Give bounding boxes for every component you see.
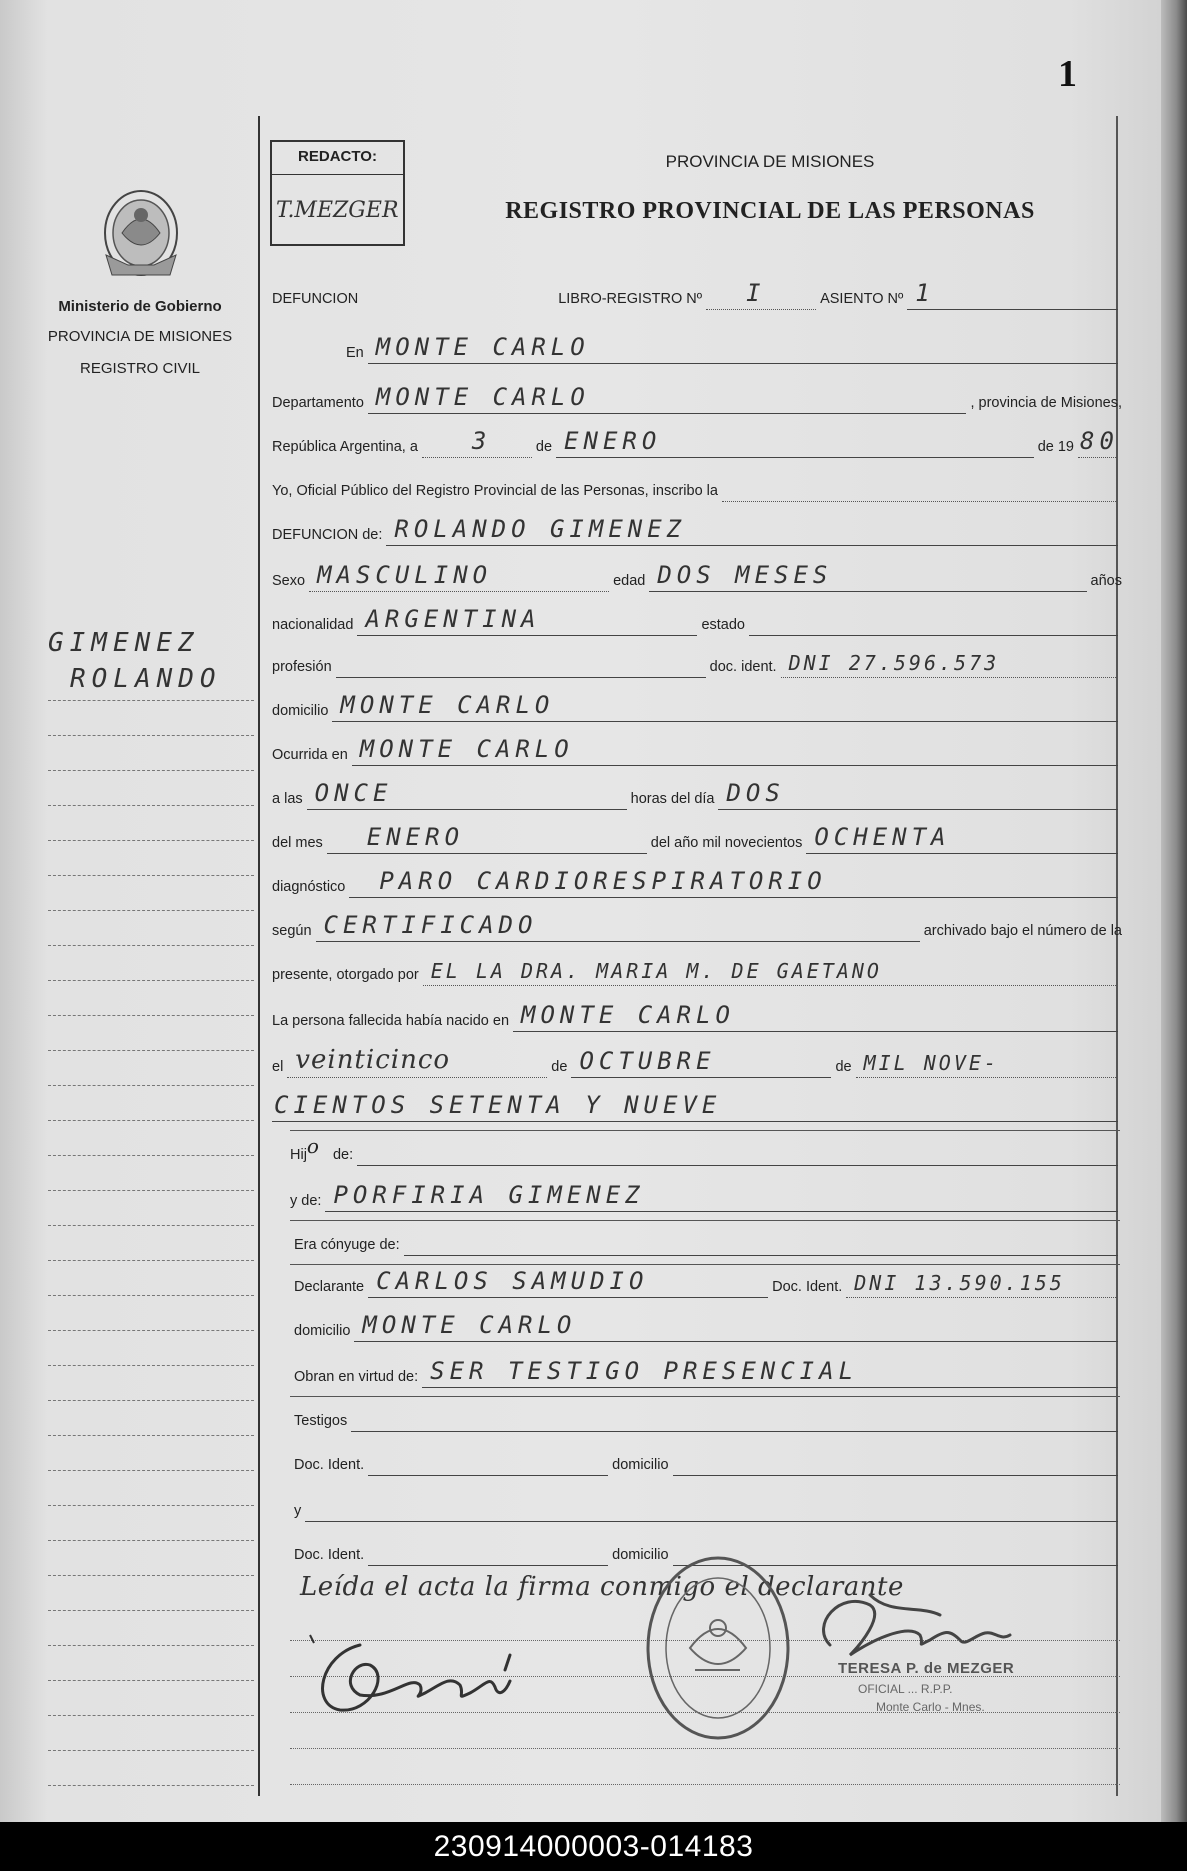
- nacido-row: [272, 1000, 1122, 1032]
- nacido-value: MONTE CARLO: [521, 1001, 735, 1029]
- decl-domicilio-field[interactable]: [354, 1312, 1118, 1342]
- nac-dia-field[interactable]: [287, 1045, 547, 1078]
- yo-field[interactable]: [722, 472, 1118, 502]
- segun-row: [272, 910, 1122, 942]
- departamento-field[interactable]: [368, 384, 967, 414]
- testigos-label: Testigos: [294, 1413, 348, 1429]
- testigos-field[interactable]: [351, 1402, 1118, 1432]
- decl-doc-value: DNI 13.590.155: [854, 1271, 1065, 1295]
- margin-rule: [258, 116, 260, 1796]
- declarante-row: [294, 1266, 1122, 1298]
- nac-anio-value: MIL NOVE-: [863, 1051, 999, 1075]
- nac-dia-value: veinticinco: [295, 1045, 451, 1075]
- dia-muerte-value: DOS: [726, 779, 785, 807]
- t-doc-label: Doc. Ident.: [294, 1457, 365, 1473]
- margin-ruled-line: [48, 1365, 254, 1366]
- asiento-label: ASIENTO Nº: [820, 291, 904, 307]
- hora-row: [272, 778, 1122, 810]
- domicilio-value: MONTE CARLO: [340, 691, 555, 719]
- anio-muerte-field[interactable]: [806, 824, 1118, 854]
- doc-ident-field[interactable]: [781, 648, 1118, 678]
- edad-value: DOS MESES: [657, 561, 833, 589]
- diagnostico-value: PARO CARDIORESPIRATORIO: [379, 867, 827, 895]
- testigo2-field[interactable]: [305, 1492, 1118, 1522]
- domicilio-field[interactable]: [332, 692, 1118, 722]
- hijo-label: Hij: [290, 1147, 307, 1163]
- en-label: En: [346, 345, 364, 361]
- decl-domicilio-value: MONTE CARLO: [362, 1311, 577, 1339]
- margin-ruled-line: [48, 1505, 254, 1506]
- republica-label: República Argentina, a: [272, 439, 418, 455]
- stamp-name: TERESA P. de MEZGER: [838, 1660, 1015, 1677]
- declarante-field[interactable]: [368, 1268, 768, 1298]
- nacido-label: La persona fallecida había nacido en: [272, 1013, 510, 1029]
- ocurrida-label: Ocurrida en: [272, 747, 348, 763]
- ocurrida-field[interactable]: [352, 736, 1118, 766]
- anos-label: años: [1090, 573, 1122, 589]
- segun-label: según: [272, 923, 312, 939]
- redacto-box: [270, 140, 405, 246]
- book-binding-edge: [1161, 0, 1187, 1822]
- conyuge-label: Era cónyuge de:: [294, 1237, 400, 1253]
- margin-ruled-line: [48, 1260, 254, 1261]
- edad-field[interactable]: [649, 562, 1086, 592]
- decl-doc-label: Doc. Ident.: [772, 1279, 843, 1295]
- margin-ruled-line: [48, 1330, 254, 1331]
- margin-ruled-line: [48, 1575, 254, 1576]
- nacionalidad-label: nacionalidad: [272, 617, 354, 633]
- nac-anio-cont-field[interactable]: [272, 1092, 1118, 1122]
- profesion-label: profesión: [272, 659, 332, 675]
- nac-mes-field[interactable]: [571, 1048, 831, 1078]
- redacto-value: T.MEZGER: [276, 198, 399, 223]
- redacto-divider: [272, 174, 403, 175]
- ruled-line: [290, 1220, 1120, 1221]
- decl-domicilio-row: [294, 1310, 1122, 1342]
- ruled-line: [290, 1130, 1120, 1131]
- t2-domicilio-label: domicilio: [612, 1547, 669, 1563]
- obran-label: Obran en virtud de:: [294, 1369, 419, 1385]
- nacionalidad-field[interactable]: [357, 606, 697, 636]
- decl-doc-field[interactable]: [846, 1268, 1118, 1298]
- difunto-field[interactable]: [386, 516, 1118, 546]
- difunto-value: ROLANDO GIMENEZ: [394, 515, 687, 543]
- diagnostico-field[interactable]: [349, 868, 1118, 898]
- libro-value: I: [746, 279, 766, 307]
- nacionalidad-value: ARGENTINA: [365, 605, 541, 633]
- redacto-label: REDACTO:: [298, 148, 377, 165]
- margin-ruled-line: [48, 1050, 254, 1051]
- t2-doc-field[interactable]: [368, 1536, 608, 1566]
- stamp-title: OFICIAL ... R.P.P.: [858, 1682, 953, 1696]
- nac-anio-cont-value: CIENTOS SETENTA Y NUEVE: [274, 1091, 722, 1119]
- hora-value: ONCE: [314, 779, 393, 807]
- nacionalidad-row: [272, 604, 1122, 636]
- mes-field[interactable]: [556, 428, 1034, 458]
- conyuge-field[interactable]: [404, 1226, 1118, 1256]
- anio-muerte-value: OCHENTA: [814, 823, 951, 851]
- margin-ruled-line: [48, 805, 254, 806]
- page-number: 1: [1058, 53, 1077, 95]
- official-stamp-icon: [640, 1550, 795, 1745]
- yo-text: Yo, Oficial Público del Registro Provincial de las Personas, inscribo la: [272, 483, 718, 499]
- profesion-row: [272, 646, 1122, 678]
- departamento-label: Departamento: [272, 395, 364, 411]
- y-de-label: y de:: [290, 1193, 322, 1209]
- margin-ruled-line: [48, 1540, 254, 1541]
- dia-field[interactable]: [422, 428, 532, 458]
- defuncion-de-label: DEFUNCION de:: [272, 527, 383, 543]
- mes-muerte-field[interactable]: [327, 824, 647, 854]
- archivado-label: archivado bajo el número de la: [923, 923, 1122, 939]
- margin-ruled-line: [48, 1295, 254, 1296]
- declarante-signature-icon: [300, 1615, 550, 1725]
- ocurrida-value: MONTE CARLO: [359, 735, 574, 763]
- en-value: MONTE CARLO: [375, 333, 590, 361]
- testigo2-row: [294, 1490, 1122, 1522]
- ruled-line: [290, 1784, 1120, 1785]
- coat-of-arms-icon: [98, 185, 184, 285]
- sexo-value: MASCULINO: [317, 561, 493, 589]
- margin-annotation-name: ROLANDO: [70, 664, 222, 694]
- a-las-label: a las: [272, 791, 303, 807]
- t2-doc-label: Doc. Ident.: [294, 1547, 365, 1563]
- nac-de2-label: de: [835, 1059, 852, 1075]
- hijo-row: [290, 1134, 1122, 1166]
- horas-label: horas del día: [630, 791, 715, 807]
- margin-ruled-line: [48, 1470, 254, 1471]
- estado-label: estado: [701, 617, 745, 633]
- y-label: y: [294, 1503, 302, 1519]
- asiento-value: 1: [915, 279, 935, 307]
- departamento-row: [272, 382, 1122, 414]
- nac-fecha-row: [272, 1046, 1122, 1078]
- footer-code: 230914000003-014183: [433, 1829, 754, 1863]
- dia-value: 3: [471, 427, 492, 455]
- ocurrida-row: [272, 734, 1122, 766]
- stamp-location: Monte Carlo - Mnes.: [876, 1700, 985, 1714]
- provincia-suffix: , provincia de Misiones,: [970, 395, 1122, 411]
- profesion-field[interactable]: [336, 648, 706, 678]
- otorgado-field[interactable]: [423, 956, 1118, 986]
- margin-ruled-line: [48, 980, 254, 981]
- asiento-field[interactable]: [907, 280, 1118, 310]
- doc-ident-label: doc. ident.: [709, 659, 777, 675]
- sexo-field[interactable]: [309, 562, 609, 592]
- ruled-line: [290, 1264, 1120, 1265]
- margin-annotation-surname: GIMENEZ: [48, 628, 200, 658]
- margin-ruled-line: [48, 1435, 254, 1436]
- diagnostico-label: diagnóstico: [272, 879, 346, 895]
- de-label: de: [535, 439, 553, 455]
- dia-muerte-field[interactable]: [718, 780, 1118, 810]
- del-anio-label: del año mil novecientos: [650, 835, 803, 851]
- hijo-de-label: de:: [332, 1147, 354, 1163]
- libro-field[interactable]: [706, 280, 816, 310]
- madre-row: [290, 1180, 1122, 1212]
- margin-ruled-line: [48, 770, 254, 771]
- margin-ruled-line: [48, 1155, 254, 1156]
- presente-label: presente, otorgado por: [272, 967, 419, 983]
- departamento-value: MONTE CARLO: [375, 383, 590, 411]
- margin-ruled-line: [48, 1225, 254, 1226]
- el-label: el: [272, 1059, 284, 1075]
- margin-ruled-line: [48, 1610, 254, 1611]
- declarante-label: Declarante: [294, 1279, 365, 1295]
- padre-field[interactable]: [357, 1136, 1118, 1166]
- estado-field[interactable]: [749, 606, 1118, 636]
- margin-ruled-line: [48, 1120, 254, 1121]
- madre-field[interactable]: [325, 1182, 1118, 1212]
- segun-value: CERTIFICADO: [323, 911, 538, 939]
- margin-ruled-line: [48, 700, 254, 701]
- obran-row: [294, 1356, 1122, 1388]
- margin-ruled-line: [48, 1400, 254, 1401]
- segun-field[interactable]: [316, 912, 920, 942]
- t-domicilio-field[interactable]: [673, 1446, 1118, 1476]
- ruled-line: [290, 1748, 1120, 1749]
- presente-row: [272, 954, 1122, 986]
- sexo-label: Sexo: [272, 573, 306, 589]
- de19-label: de 19: [1037, 439, 1074, 455]
- provincia-label: PROVINCIA DE MISIONES: [47, 328, 233, 345]
- en-field[interactable]: [368, 334, 1118, 364]
- nac-mes-value: OCTUBRE: [579, 1047, 716, 1075]
- margin-ruled-line: [48, 875, 254, 876]
- margin-ruled-line: [48, 1190, 254, 1191]
- t-domicilio-label: domicilio: [612, 1457, 669, 1473]
- edad-label: edad: [613, 573, 646, 589]
- fecha-row: [272, 426, 1122, 458]
- obran-value: SER TESTIGO PRESENCIAL: [430, 1357, 859, 1385]
- margin-ruled-line: [48, 1015, 254, 1016]
- footer-strip: [0, 1822, 1187, 1871]
- margin-ruled-line: [48, 1750, 254, 1751]
- nacido-field[interactable]: [513, 1002, 1118, 1032]
- domicilio-label: domicilio: [272, 703, 329, 719]
- del-mes-label: del mes: [272, 835, 323, 851]
- margin-ruled-line: [48, 1715, 254, 1716]
- obran-field[interactable]: [422, 1358, 1118, 1388]
- otorgado-value: EL LA DRA. MARIA M. DE GAETANO: [430, 959, 882, 983]
- margin-ruled-line: [48, 735, 254, 736]
- registro-heading: REGISTRO PROVINCIAL DE LAS PERSONAS: [505, 198, 1035, 224]
- ruled-line: [290, 1396, 1120, 1397]
- margin-ruled-line: [48, 1785, 254, 1786]
- mes-value: ENERO: [564, 427, 662, 455]
- nac-anio-cont-row: [272, 1090, 1122, 1122]
- en-row: [346, 332, 1122, 364]
- margin-ruled-line: [48, 945, 254, 946]
- registro-civil-label: REGISTRO CIVIL: [79, 360, 201, 377]
- margin-ruled-line: [48, 1680, 254, 1681]
- conyuge-row: [294, 1224, 1122, 1256]
- nac-anio-field[interactable]: [856, 1048, 1118, 1078]
- doc-ident-value: DNI 27.596.573: [788, 651, 1000, 675]
- mes-row: [272, 822, 1122, 854]
- diagnostico-row: [272, 866, 1122, 898]
- nac-de-label: de: [551, 1059, 568, 1075]
- declarante-value: CARLOS SAMUDIO: [376, 1267, 649, 1295]
- yo-row: [272, 470, 1122, 502]
- margin-ruled-line: [48, 1645, 254, 1646]
- margin-ruled-line: [48, 840, 254, 841]
- sexo-row: [272, 560, 1122, 592]
- anio-value: 80: [1080, 427, 1119, 455]
- t-doc-field[interactable]: [368, 1446, 608, 1476]
- madre-value: PORFIRIA GIMENEZ: [333, 1181, 645, 1209]
- provincia-heading: PROVINCIA DE MISIONES: [665, 152, 875, 171]
- hijo-suffix: o: [306, 1134, 319, 1158]
- domicilio-row: [272, 690, 1122, 722]
- anio-field[interactable]: [1078, 428, 1118, 458]
- testigos-row: [294, 1400, 1122, 1432]
- mes-muerte-value: ENERO: [366, 823, 465, 851]
- libro-label: LIBRO-REGISTRO Nº: [558, 291, 703, 307]
- margin-ruled-line: [48, 910, 254, 911]
- hora-field[interactable]: [307, 780, 627, 810]
- decl-domicilio-label: domicilio: [294, 1323, 351, 1339]
- testigo1-doc-row: [294, 1444, 1122, 1476]
- defuncion-de-row: [272, 514, 1122, 546]
- margin-ruled-line: [48, 1085, 254, 1086]
- closing-text: Leída el acta la firma conmigo el declarante: [300, 1572, 904, 1602]
- libro-row: [272, 278, 1122, 310]
- ministerio-label: Ministerio de Gobierno: [58, 298, 222, 315]
- defuncion-label: DEFUNCION: [272, 291, 359, 307]
